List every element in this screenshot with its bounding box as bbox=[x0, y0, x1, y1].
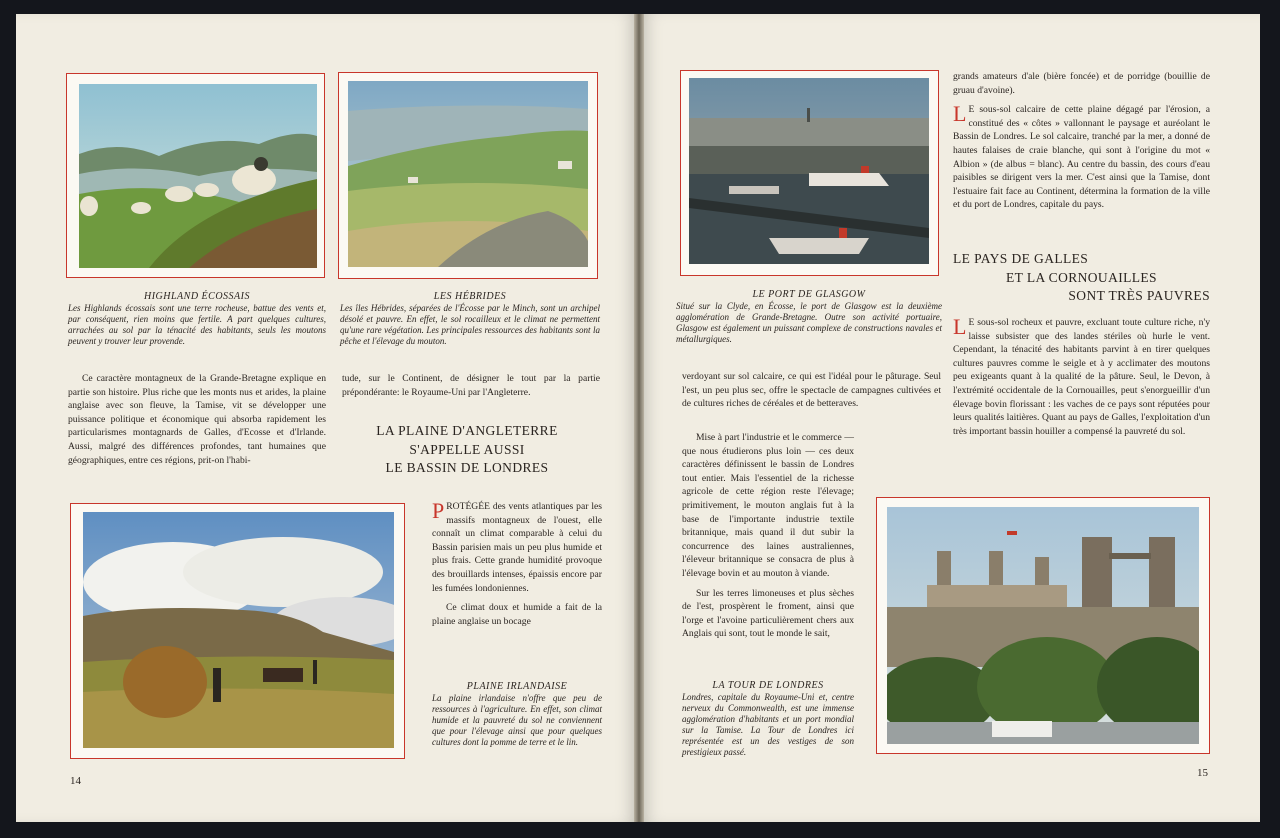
right-body-col2 bbox=[953, 70, 1210, 218]
hebrides-caption-title: LES HÉBRIDES bbox=[433, 291, 507, 302]
left-heading-line2: S'APPELLE AUSSI bbox=[409, 441, 525, 457]
right-heading-line3: SONT TRÈS PAUVRES bbox=[1068, 288, 1210, 303]
left-heading-line1: LA PLAINE D'ANGLETERRE bbox=[376, 423, 558, 438]
right-heading-line1: LE PAYS DE GALLES bbox=[953, 251, 1089, 266]
right-heading-line2: ET LA CORNOUAILLES bbox=[1006, 269, 1157, 285]
tower-photo bbox=[887, 507, 1199, 744]
glasgow-photo bbox=[689, 78, 929, 264]
tower-photo-frame bbox=[876, 497, 1210, 754]
book-spine bbox=[634, 14, 644, 822]
highland-photo-frame bbox=[66, 73, 325, 278]
tower-caption bbox=[682, 680, 854, 758]
left-body-col1-text: Ce caractère montagneux de la Grande-Bretagne explique en partie son histoire. Plus riche que les monts nus et arides, la plaine anglaise avec son fleuve, la Tamise, vit se développer une puissance politique et économique qui absorba rapidement les particularismes montagnards de Galles, d'Ecosse et d'Irlande. Aussi, malgré des différences profondes, tant humaines que géographiques, entre ces régions, prit-on l'habi- bbox=[68, 373, 326, 466]
hebrides-photo bbox=[348, 81, 588, 267]
glasgow-photo-frame bbox=[680, 70, 939, 276]
tower-caption-text: Londres, capitale du Royaume-Uni et, centre nerveux du Commonwealth, est une immense agglomération d'habitants et un port mondial sur la Tamise. La Tour de Londres ici représentée est un des vestiges de son prestigieux passé. bbox=[682, 692, 854, 757]
highland-caption bbox=[68, 291, 326, 347]
left-protegee-dropcap: P bbox=[432, 498, 445, 523]
right-page-number: 15 bbox=[1197, 767, 1208, 779]
glasgow-caption-title: LE PORT DE GLASGOW bbox=[752, 289, 866, 300]
right-col2-p3-text: E sous-sol rocheux et pauvre, excluant toute culture riche, n'y laisse subsister que des landes stériles où hurle le vent. Cependant, la ténacité des habitants parvint à en tirer quelques cultures pauvres comme le seigle et à y acclimater des moutons peu exigeants quant à la qualité de la pâture. Seul, le Devon, à l'extrémité occidentale de la Cornouailles, peut s'enorgueillir d'un élevage bovin florissant : les vaches de ce pays sont réputées pour leurs qualités laitières. Quant au pays de Galles, l'exploitation d'un très important bassin houiller a compensé la pauvreté du sol. bbox=[953, 317, 1210, 437]
right-col1-p1: verdoyant sur sol calcaire, ce qui est l'idéal pour le pâturage. Seul l'est, un peu plus sec, offre le spectacle de campagnes cultivées et de cultures riches de céréales et de betteraves. bbox=[682, 371, 941, 410]
left-section-heading bbox=[342, 422, 592, 478]
right-body-col1-top bbox=[682, 370, 941, 417]
hebrides-caption-text: Les îles Hébrides, séparées de l'Écosse par le Minch, sont un archipel désolé et pauvre. En effet, le sol rocailleux et le climat ne permettent qu'une rare végétation. Les principales ressources des habitants sont la pêche et l'élevage du mouton. bbox=[340, 303, 600, 346]
ireland-caption-text: La plaine irlandaise n'offre que peu de ressources à l'agriculture. En effet, son climat humide et la pauvreté du sol ne conviennent que pour l'élevage ainsi que pour quelques cultures dont la pomme de terre et le lin. bbox=[432, 693, 602, 747]
right-col1-p2: Mise à part l'industrie et le commerce — que nous étudierons plus loin — ces deux caractères définissent le bassin de Londres tout entier. Mais l'essentiel de la richesse agricole de cette région reste l'élevage; primitivement, le mouton anglais fut à la base de l'importante industrie textile britannique, mais quand il dut subir la concurrence des laines australiennes, l'éleveur britannique se consacra de plus à l'élevage bovin et au mouton à viande. bbox=[682, 432, 854, 579]
right-col2-p2-text: E sous-sol calcaire de cette plaine dégagé par l'érosion, a constitué des « côtes » vallonnant le paysage et auréolant le Bassin de Londres. Le sol calcaire, tranché par la mer, a donné de hautes falaises de craie blanche, qui sont à l'origine du mot « Albion » (de albus = blanc). Au centre du bassin, des cours d'eau paisibles se dirigent vers la mer. C'est ainsi que la Tamise, dont l'estuaire fait face au Continent, détermina la formation de la ville et du port de Londres, capitale du pays. bbox=[953, 104, 1210, 211]
left-protegee-text: ROTÉGÉE des vents atlantiques par les massifs montagneux de l'ouest, elle connaît un climat comparable à celui du Bassin parisien mais un peu plus humide et plus frais. Cette grande humidité provoque des brouillards intenses, épaissis encore par les fumées londoniennes. bbox=[432, 501, 602, 594]
left-protegee-paragraph bbox=[432, 500, 602, 595]
hebrides-caption bbox=[340, 291, 600, 347]
left-body-col1 bbox=[68, 372, 326, 473]
right-col2-p3-dropcap: L bbox=[953, 314, 967, 339]
right-col2-p3 bbox=[953, 316, 1210, 438]
highland-caption-text: Les Highlands écossais sont une terre rocheuse, battue des vents et, par conséquent, rien moins que fertile. A part quelques cultures, arrachées au sol par la ténacité des habitants, seuls les moutons peuvent y trouver leur provende. bbox=[68, 303, 326, 346]
right-col2-p2 bbox=[953, 103, 1210, 212]
ireland-photo-frame bbox=[70, 503, 405, 759]
right-col2-p2-dropcap: L bbox=[953, 101, 967, 127]
ireland-caption-title: PLAINE IRLANDAISE bbox=[466, 681, 568, 692]
hebrides-photo-frame bbox=[338, 72, 598, 279]
right-body-col1-narrow bbox=[682, 431, 854, 647]
ireland-caption bbox=[432, 681, 602, 748]
left-body-col2-text: tude, sur le Continent, de désigner le tout par la partie prépondérante: le Royaume-Uni par l'Angleterre. bbox=[342, 373, 600, 398]
left-body-protegee bbox=[432, 500, 602, 634]
highland-photo bbox=[79, 84, 317, 268]
left-climat-text: Ce climat doux et humide a fait de la plaine anglaise un bocage bbox=[432, 602, 602, 627]
highland-caption-title: HIGHLAND ÉCOSSAIS bbox=[144, 291, 250, 302]
glasgow-caption bbox=[676, 289, 942, 345]
left-heading-line3: LE BASSIN DE LONDRES bbox=[385, 460, 549, 475]
glasgow-caption-text: Situé sur la Clyde, en Écosse, le port de Glasgow est la deuxième agglomération de Grande-Bretagne. Outre son activité portuaire, Glasgow est également un puissant complexe de constructions navales et métallurgiques. bbox=[676, 301, 942, 344]
right-col1-p3: Sur les terres limoneuses et plus sèches de l'est, prospèrent le froment, ainsi que l'orge et l'avoine particulièrement chers aux Anglais qui sont, tout le monde le sait, bbox=[682, 587, 854, 640]
right-section-heading bbox=[953, 250, 1210, 306]
left-page-number: 14 bbox=[70, 775, 81, 787]
right-col2-p1: grands amateurs d'ale (bière foncée) et de porridge (bouillie de gruau d'avoine). bbox=[953, 71, 1210, 96]
right-body-col2-bottom bbox=[953, 316, 1210, 444]
ireland-photo bbox=[83, 512, 394, 748]
tower-caption-title: LA TOUR DE LONDRES bbox=[712, 680, 824, 691]
left-body-col2 bbox=[342, 372, 600, 405]
